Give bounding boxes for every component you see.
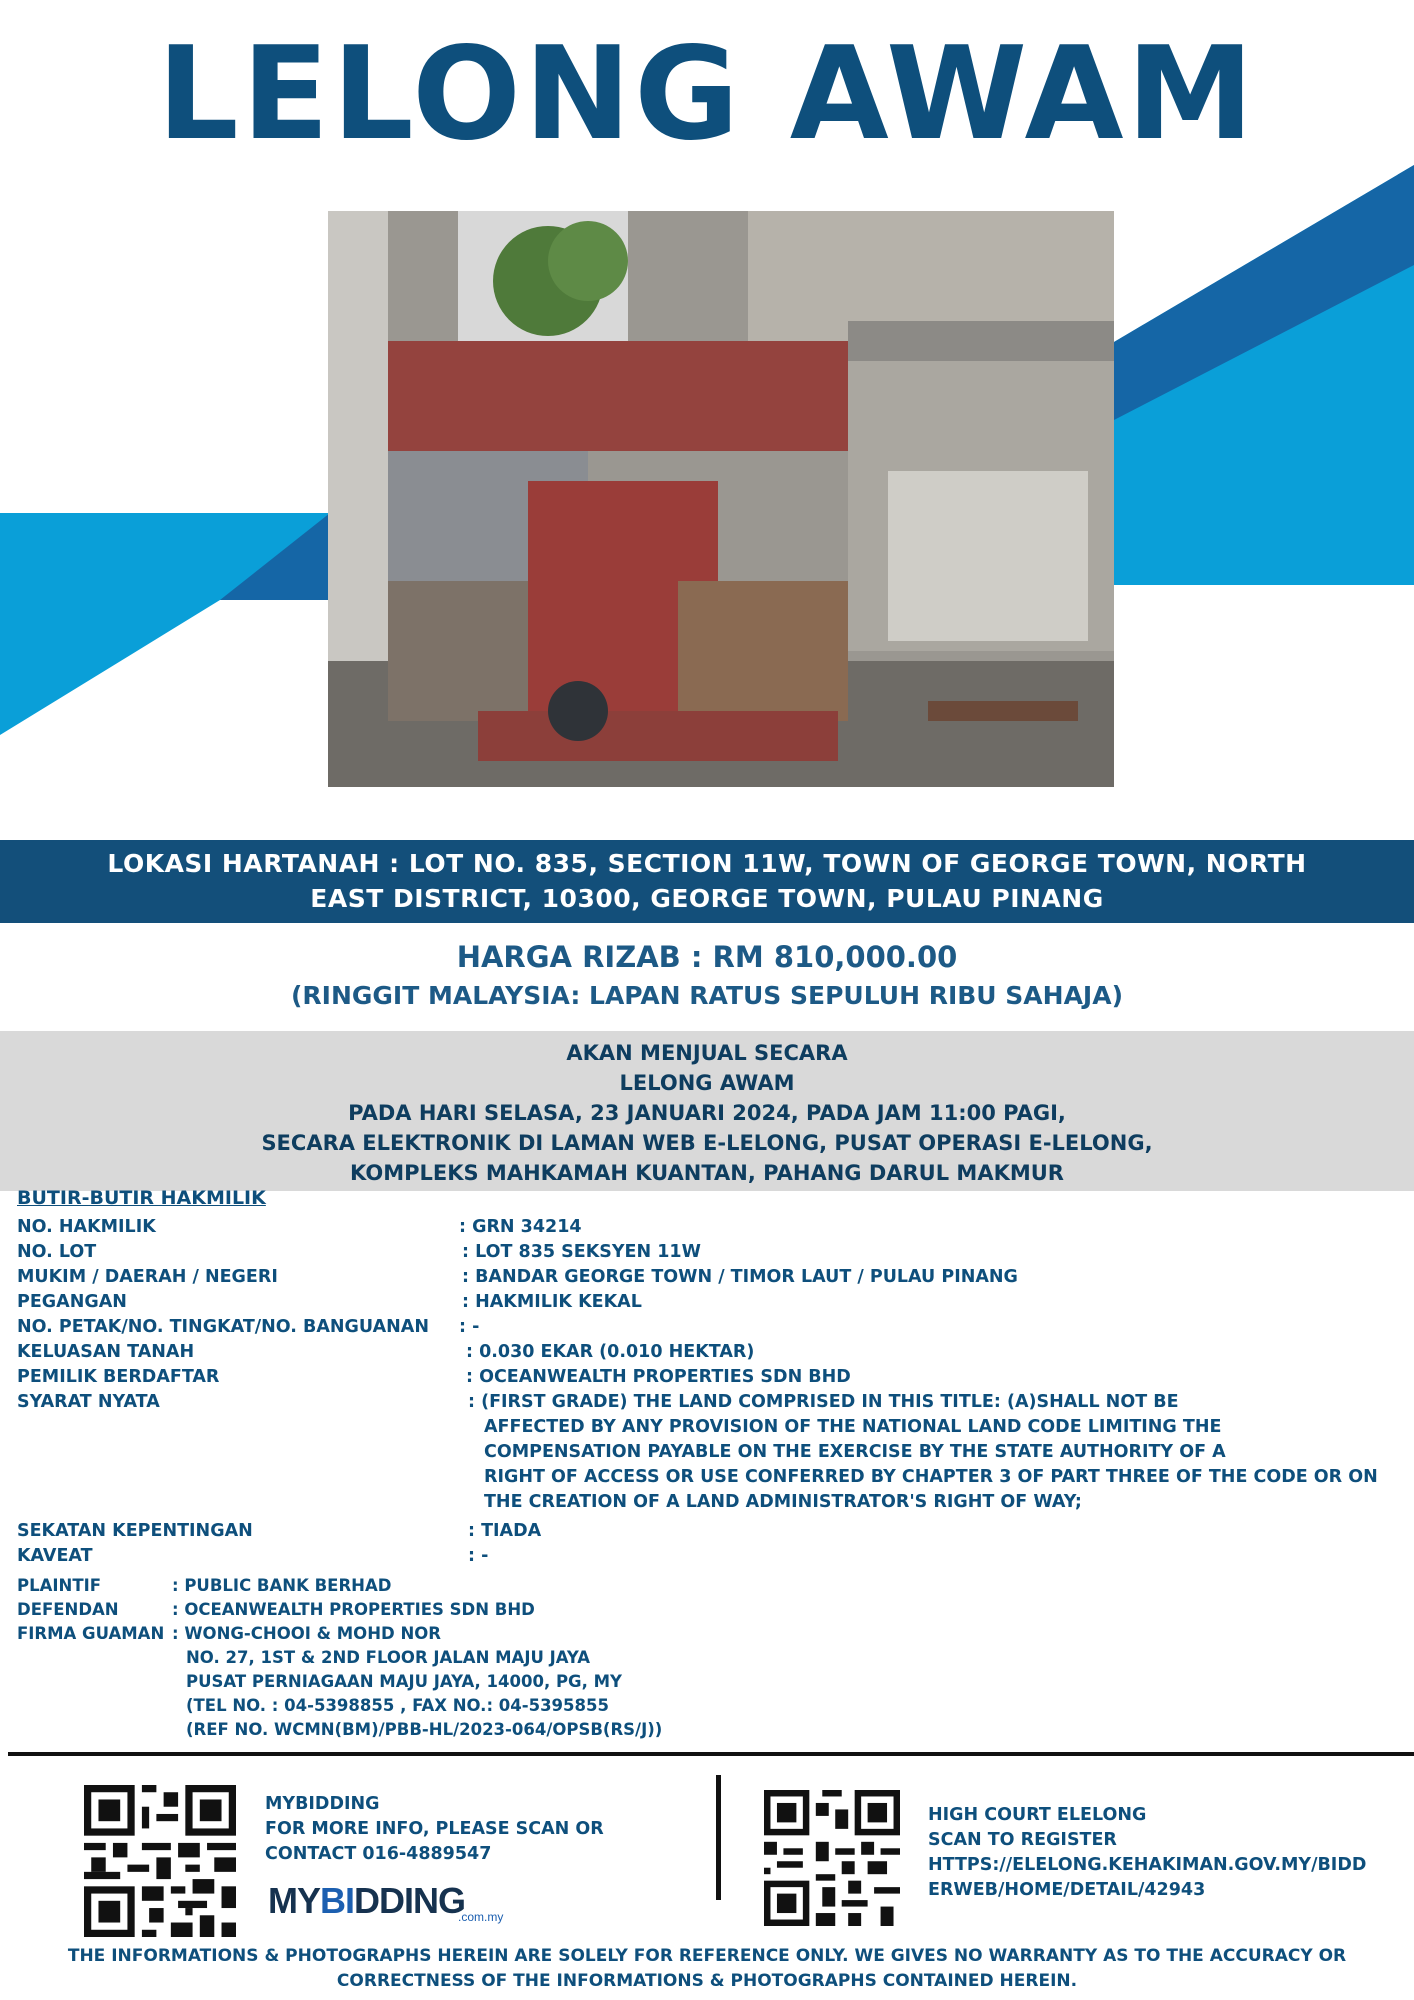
detail-value: : OCEANWEALTH PROPERTIES SDN BHD (466, 1367, 851, 1387)
elelong-url-cont[interactable]: ERWEB/HOME/DETAIL/42943 (928, 1880, 1206, 1900)
footer-divider (716, 1775, 721, 1900)
detail-value: : (FIRST GRADE) THE LAND COMPRISED IN THIS TITLE: (A)SHALL NOT BE (468, 1392, 1179, 1412)
divider (8, 1752, 1414, 1756)
auction-info-box (0, 1031, 1414, 1191)
detail-value: : BANDAR GEORGE TOWN / TIMOR LAUT / PULAU PINANG (462, 1267, 1018, 1287)
detail-value: : GRN 34214 (459, 1217, 582, 1237)
detail-value: : - (459, 1317, 480, 1337)
logo-part: DDING (354, 1880, 465, 1921)
location-banner (0, 840, 1414, 923)
logo-part: BI (320, 1880, 354, 1921)
elelong-title: HIGH COURT ELELONG (928, 1805, 1147, 1825)
detail-label: KELUASAN TANAH (17, 1342, 195, 1362)
mybidding-logo (268, 1880, 465, 1922)
sale-line-5: KOMPLEKS MAHKAMAH KUANTAN, PAHANG DARUL MAKMUR (350, 1161, 1064, 1185)
detail-value: : 0.030 EKAR (0.010 HEKTAR) (466, 1342, 755, 1362)
firma-label: FIRMA GUAMAN (17, 1624, 165, 1643)
disclaimer-line-2: CORRECTNESS OF THE INFORMATIONS & PHOTOGRAPHS CONTAINED HEREIN. (336, 1971, 1078, 1991)
location-line-1: LOKASI HARTANAH : LOT NO. 835, SECTION 11W, TOWN OF GEORGE TOWN, NORTH (107, 849, 1307, 878)
defendan-label: DEFENDAN (17, 1600, 119, 1619)
property-photo (328, 211, 1114, 787)
mybidding-title: MYBIDDING (265, 1794, 380, 1814)
detail-value: : - (468, 1546, 489, 1566)
detail-value: : LOT 835 SEKSYEN 11W (462, 1242, 701, 1262)
disclaimer-line-1: THE INFORMATIONS & PHOTOGRAPHS HEREIN ARE SOLELY FOR REFERENCE ONLY. WE GIVES NO WARRANTY AS TO THE ACCURACY OR (67, 1946, 1347, 1966)
detail-value: : HAKMILIK KEKAL (462, 1292, 642, 1312)
disclaimer (0, 1944, 1414, 1994)
syarat-continuation: RIGHT OF ACCESS OR USE CONFERRED BY CHAPTER 3 OF PART THREE OF THE CODE OR ON (484, 1467, 1378, 1487)
mybidding-info: FOR MORE INFO, PLEASE SCAN OR (265, 1819, 604, 1839)
reserve-price: HARGA RIZAB : RM 810,000.00 (456, 940, 958, 974)
detail-value: : TIADA (468, 1521, 542, 1541)
qr-code-elelong[interactable] (764, 1790, 900, 1926)
syarat-continuation: AFFECTED BY ANY PROVISION OF THE NATIONAL LAND CODE LIMITING THE (484, 1417, 1222, 1437)
detail-label: KAVEAT (17, 1546, 93, 1566)
plaintif-value: : PUBLIC BANK BERHAD (172, 1576, 392, 1595)
firma-value: : WONG-CHOOI & MOHD NOR (172, 1624, 441, 1643)
firma-address: (REF NO. WCMN(BM)/PBB-HL/2023-064/OPSB(RS/J)) (186, 1720, 663, 1739)
details-heading: BUTIR-BUTIR HAKMILIK (17, 1187, 266, 1209)
sale-line-1: AKAN MENJUAL SECARA (566, 1041, 848, 1065)
mybidding-contact: CONTACT 016-4889547 (265, 1844, 492, 1864)
detail-label: NO. LOT (17, 1242, 97, 1262)
qr-code-mybidding[interactable] (84, 1785, 236, 1937)
firma-address: NO. 27, 1ST & 2ND FLOOR JALAN MAJU JAYA (186, 1648, 591, 1667)
elelong-url[interactable]: HTTPS://ELELONG.KEHAKIMAN.GOV.MY/BIDD (928, 1855, 1367, 1875)
detail-label: SEKATAN KEPENTINGAN (17, 1521, 253, 1541)
logo-part: MY (268, 1880, 320, 1921)
sale-line-2: LELONG AWAM (619, 1071, 795, 1095)
firma-address: (TEL NO. : 04-5398855 , FAX NO.: 04-5395855 (186, 1696, 609, 1715)
reserve-price-words: (RINGGIT MALAYSIA: LAPAN RATUS SEPULUH RIBU SAHAJA) (290, 981, 1124, 1010)
property-photo-image (328, 211, 1114, 787)
detail-label: NO. HAKMILIK (17, 1217, 156, 1237)
sale-line-4: SECARA ELEKTRONIK DI LAMAN WEB E-LELONG, PUSAT OPERASI E-LELONG, (261, 1131, 1153, 1155)
defendan-value: : OCEANWEALTH PROPERTIES SDN BHD (172, 1600, 535, 1619)
syarat-continuation: COMPENSATION PAYABLE ON THE EXERCISE BY THE STATE AUTHORITY OF A (484, 1442, 1226, 1462)
location-line-2: EAST DISTRICT, 10300, GEORGE TOWN, PULAU PINANG (310, 884, 1104, 913)
logo-domain: .com.my (458, 1910, 504, 1924)
detail-label: PEMILIK BERDAFTAR (17, 1367, 220, 1387)
plaintif-label: PLAINTIF (17, 1576, 101, 1595)
elelong-register: SCAN TO REGISTER (928, 1830, 1117, 1850)
page-title: LELONG AWAM (157, 20, 1257, 169)
detail-label: PEGANGAN (17, 1292, 127, 1312)
syarat-continuation: THE CREATION OF A LAND ADMINISTRATOR'S RIGHT OF WAY; (484, 1492, 1082, 1512)
detail-label: SYARAT NYATA (17, 1392, 160, 1412)
sale-line-3: PADA HARI SELASA, 23 JANUARI 2024, PADA JAM 11:00 PAGI, (348, 1101, 1066, 1125)
firma-address: PUSAT PERNIAGAAN MAJU JAYA, 14000, PG, MY (186, 1672, 622, 1691)
detail-label: NO. PETAK/NO. TINGKAT/NO. BANGUANAN (17, 1317, 429, 1337)
detail-label: MUKIM / DAERAH / NEGERI (17, 1267, 278, 1287)
